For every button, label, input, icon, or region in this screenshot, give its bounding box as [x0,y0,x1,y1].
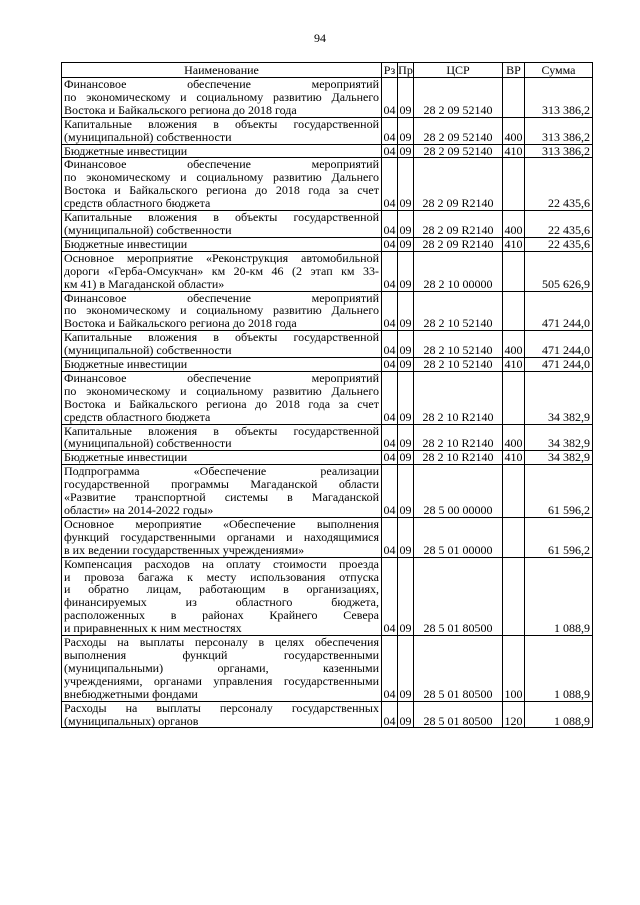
row-csr: 28 5 01 80500 [414,636,503,702]
row-sum: 22 435,6 [525,211,593,238]
row-vr: 400 [503,331,525,358]
row-sum: 1 088,9 [525,636,593,702]
header-sum: Сумма [525,63,593,78]
header-name: Наименование [62,63,382,78]
table-row [62,517,593,557]
row-sum: 471 244,0 [525,358,593,372]
row-name [62,424,382,451]
row-rz: 04 [383,450,396,465]
row-name-line: Востока и Байкальского региона до 2018 года [64,316,297,331]
table-row [62,465,593,518]
row-pr: 09 [398,291,414,331]
row-rz: 04 [382,517,398,557]
row-rz: 04 [382,465,398,518]
row-name-line: и обратно лицам, работающим в организациях, [64,582,379,597]
row-name-line: (муниципальными) органами, казенными [64,660,379,675]
table-row [62,557,593,635]
row-name-line: функций государственными органами и находящимися [64,529,379,544]
row-rz: 04 [382,78,398,118]
row-rz: 04 [382,211,398,238]
table-row [62,291,593,331]
row-name-line: Подпрограмма «Обеспечение реализации [64,464,379,479]
row-name-line: Бюджетные инвестиции [64,357,188,372]
row-pr: 09 [399,450,412,465]
table-row [62,701,593,728]
row-name-line: финансируемых из областного бюджета, [64,595,379,610]
row-name [62,291,382,331]
row-rz: 04 [382,636,398,702]
row-name [62,117,382,144]
row-name [62,211,382,238]
row-name-line: и приравненных к ним местностях [64,621,242,636]
row-name [62,331,382,358]
row-name-line: Востока и Байкальского региона до 2018 года [64,102,297,117]
row-name-line: (муниципальной) собственности [64,129,232,144]
row-rz: 04 [383,236,396,251]
header-csr: ЦСР [414,63,503,78]
row-sum: 505 626,9 [525,251,593,291]
row-csr: 28 5 01 80500 [414,557,503,635]
row-name-line: по экономическому и социальному развитию Дальнего [64,89,379,104]
row-name-line: Основное мероприятие «Реконструкция автомобильной [64,250,379,265]
row-csr: 28 2 10 R2140 [414,371,503,424]
row-csr: 28 5 01 80500 [414,701,503,728]
row-name-line: Бюджетные инвестиции [64,143,188,158]
table-row [62,451,593,465]
row-sum: 61 596,2 [525,517,593,557]
header-pr: Пр [398,63,413,77]
row-csr: 28 2 10 R2140 [414,424,503,451]
row-name [62,371,382,424]
row-sum: 313 386,2 [525,117,593,144]
row-sum: 1 088,9 [525,557,593,635]
row-name [62,557,382,635]
table-header-row [62,63,593,78]
row-name-line: Финансовое обеспечение мероприятий [64,290,379,305]
row-vr [503,251,525,291]
row-csr: 28 2 10 52140 [414,291,503,331]
row-sum: 471 244,0 [525,291,593,331]
row-name-line: Финансовое обеспечение мероприятий [64,370,379,385]
row-rz: 04 [383,143,396,158]
row-vr: 400 [503,424,525,451]
row-pr: 09 [398,424,414,451]
row-name-line: Востока и Байкальского региона до 2018 года за счет [64,183,379,198]
row-name-line: Бюджетные инвестиции [64,450,188,465]
table-row [62,358,593,372]
row-csr: 28 2 10 52140 [414,331,503,358]
row-vr: 120 [503,701,525,728]
row-name-line: Востока и Байкальского региона до 2018 года за счет [64,396,379,411]
row-vr [503,371,525,424]
row-name-line: Компенсация расходов на оплату стоимости проезда [64,556,379,571]
header-vr: ВР [503,63,525,78]
row-rz: 04 [382,251,398,291]
row-csr: 28 2 09 R2140 [414,211,503,238]
table-row [62,144,593,158]
row-name-line: «Развитие транспортной системы в Магаданской [64,490,379,505]
row-name-line: Расходы на выплаты персоналу государственных [64,700,379,715]
row-name [62,78,382,118]
row-sum: 471 244,0 [525,331,593,358]
row-sum: 22 435,6 [525,237,593,251]
row-csr: 28 2 09 R2140 [414,237,503,251]
row-csr: 28 2 09 52140 [414,117,503,144]
row-name-line: средств областного бюджета [64,409,211,424]
row-csr: 28 2 09 52140 [414,144,503,158]
row-pr: 09 [398,78,414,118]
row-csr: 28 2 09 52140 [414,78,503,118]
row-rz: 04 [382,424,398,451]
row-sum: 1 088,9 [525,701,593,728]
row-name-line: (муниципальных) органов [64,713,199,728]
row-vr: 100 [503,636,525,702]
table-row [62,158,593,211]
row-rz: 04 [382,701,398,728]
row-name [62,251,382,291]
row-rz: 04 [382,331,398,358]
row-name-line: по экономическому и социальному развитию Дальнего [64,170,379,185]
row-pr: 09 [398,557,414,635]
page-number: 94 [314,31,326,45]
row-name-line: выполнения функций государственными [64,647,379,662]
row-rz: 04 [382,117,398,144]
row-name-line: дороги «Герба-Омсукчан» км 20-км 46 (2 этап км 33- [64,263,379,278]
row-vr [503,465,525,518]
row-sum: 34 382,9 [525,451,593,465]
row-name [62,144,382,158]
row-name-line: Основное мероприятие «Обеспечение выполнения [64,516,379,531]
row-csr: 28 5 01 00000 [414,517,503,557]
row-sum: 313 386,2 [525,78,593,118]
row-name-line: по экономическому и социальному развитию Дальнего [64,303,379,318]
row-name-line: внебюджетными фондами [64,686,198,701]
row-name-line: Капитальные вложения в объекты государственной [64,210,379,225]
row-name-line: Капитальные вложения в объекты государственной [64,423,379,438]
row-name-line: и провоза багажа к месту использования отпуска [64,569,379,584]
row-name-line: Капитальные вложения в объекты государственной [64,116,379,131]
row-name [62,701,382,728]
row-vr [503,517,525,557]
header-rz: Рз [382,63,398,78]
table-row [62,237,593,251]
row-vr [503,158,525,211]
row-pr: 09 [398,251,414,291]
row-pr: 09 [398,517,414,557]
table-row [62,371,593,424]
row-vr [503,557,525,635]
row-pr: 09 [398,371,414,424]
row-rz: 04 [382,557,398,635]
row-sum: 61 596,2 [525,465,593,518]
row-sum: 34 382,9 [525,371,593,424]
row-csr: 28 2 10 52140 [414,358,503,372]
row-name-line: Финансовое обеспечение мероприятий [64,77,379,91]
row-sum: 34 382,9 [525,424,593,451]
row-name-line: (муниципальной) собственности [64,436,232,451]
row-rz: 04 [383,357,396,372]
row-name-line: учреждениями, органами управления государственными [64,673,379,688]
row-name [62,358,382,372]
row-vr: 410 [504,143,523,158]
row-vr [503,78,525,118]
table-row [62,251,593,291]
row-csr: 28 2 09 R2140 [414,158,503,211]
row-vr: 400 [503,211,525,238]
table-row [62,117,593,144]
row-pr: 09 [399,143,412,158]
row-name-line: км 41) в Магаданской области» [64,276,225,291]
row-csr: 28 5 00 00000 [414,465,503,518]
row-sum: 313 386,2 [525,144,593,158]
row-name-line: Бюджетные инвестиции [64,236,188,251]
row-rz: 04 [382,158,398,211]
table-row [62,211,593,238]
table-row [62,331,593,358]
row-sum: 22 435,6 [525,158,593,211]
row-pr: 09 [398,465,414,518]
row-name-line: Капитальные вложения в объекты государственной [64,330,379,345]
row-pr: 09 [398,158,414,211]
row-pr: 09 [399,236,412,251]
row-name-line: расположенных в районах Крайнего Севера [64,608,379,623]
row-name [62,158,382,211]
row-rz: 04 [382,291,398,331]
row-vr: 400 [503,117,525,144]
table-row [62,424,593,451]
row-pr: 09 [398,331,414,358]
row-name-line: в их ведении государственных учреждениями» [64,542,305,557]
row-vr: 410 [504,357,523,372]
row-name-line: Расходы на выплаты персоналу в целях обеспечения [64,635,379,650]
row-vr: 410 [504,450,523,465]
row-pr: 09 [398,636,414,702]
table-row [62,636,593,702]
row-vr [503,291,525,331]
table-body [62,78,593,728]
row-pr: 09 [398,117,414,144]
row-pr: 09 [399,357,412,372]
row-name [62,451,382,465]
row-name [62,517,382,557]
row-name [62,636,382,702]
row-rz: 04 [382,371,398,424]
row-vr: 410 [504,236,523,251]
row-name-line: (муниципальной) собственности [64,343,232,358]
row-pr: 09 [398,211,414,238]
table-row [62,78,593,118]
row-name-line: (муниципальной) собственности [64,222,232,237]
row-csr: 28 2 10 R2140 [414,451,503,465]
row-name-line: государственной программы Магаданской области [64,477,379,492]
row-name-line: Финансовое обеспечение мероприятий [64,157,379,172]
row-name [62,237,382,251]
row-pr: 09 [398,701,414,728]
row-name [62,465,382,518]
budget-table [61,62,593,728]
row-name-line: средств областного бюджета [64,196,211,211]
row-name-line: области» на 2014-2022 годы» [64,503,214,517]
row-name-line: по экономическому и социальному развитию Дальнего [64,383,379,398]
row-csr: 28 2 10 00000 [414,251,503,291]
